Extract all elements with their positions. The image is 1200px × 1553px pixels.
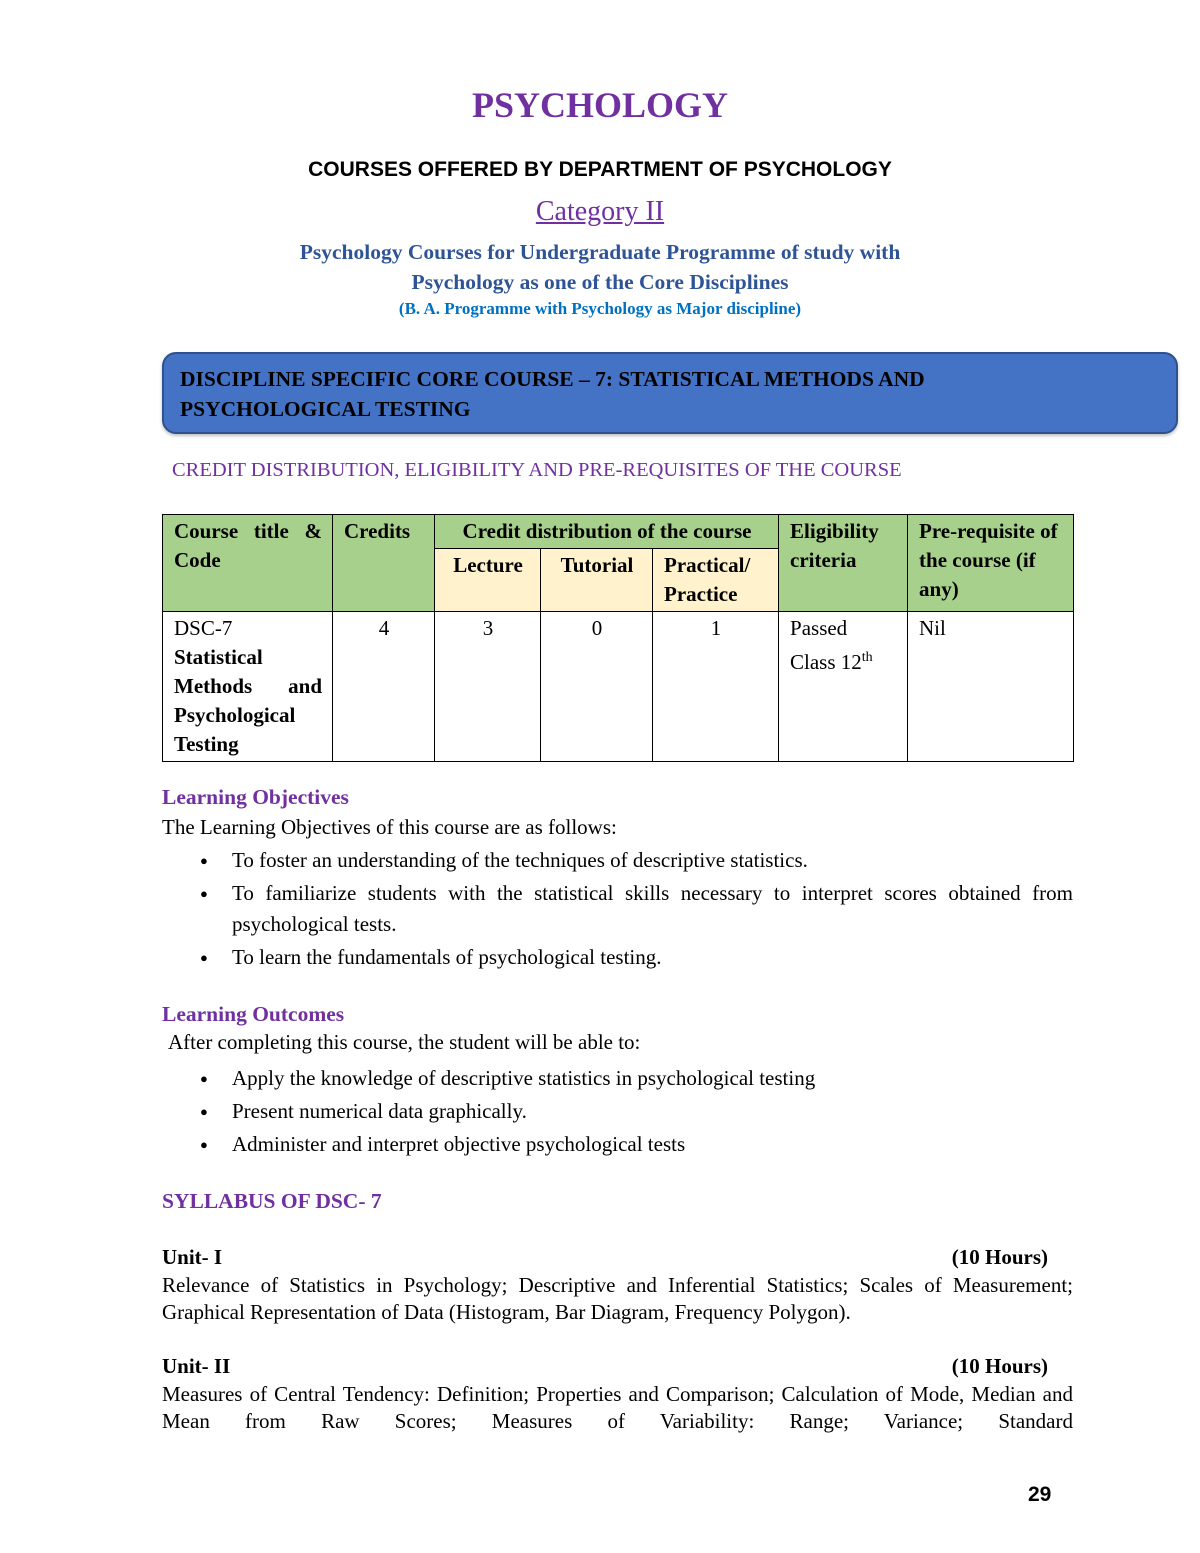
unit-2-header	[162, 1354, 1048, 1379]
course-code: DSC-7	[174, 616, 233, 640]
banner-line-1: DISCIPLINE SPECIFIC CORE COURSE – 7: STATISTICAL METHODS AND	[180, 367, 925, 391]
header-practical: Practical/ Practice	[653, 549, 779, 612]
credit-table	[162, 514, 1074, 762]
table-header-row	[163, 515, 1074, 549]
unit-1-hours: (10 Hours)	[951, 1245, 1048, 1269]
list-item: ● To learn the fundamentals of psychological testing.	[162, 942, 1073, 973]
header-course-title: Course title & Code	[163, 515, 333, 612]
list-item: ● Administer and interpret objective psychological tests	[162, 1129, 1073, 1160]
header-lecture: Lecture	[435, 549, 541, 612]
learning-objectives-intro: The Learning Objectives of this course are as follows:	[162, 815, 617, 839]
learning-objectives-heading: Learning Objectives	[162, 785, 349, 809]
cell-course-title	[163, 612, 333, 762]
unit-2-description: Measures of Central Tendency: Definition; Properties and Comparison; Calculation of Mode, Median and Mean from Raw Scores; Measures of Variability: Range; Variance; Standard	[162, 1382, 1073, 1433]
unit-1-description: Relevance of Statistics in Psychology; Descriptive and Inferential Statistics; Scales of Measurement; Graphical Representation of Data (Histogram, Bar Diagram, Frequency Polygon).	[162, 1273, 1073, 1324]
banner-line-2: PSYCHOLOGICAL TESTING	[180, 397, 471, 421]
cell-practical: 1	[653, 612, 779, 762]
list-item: ● Present numerical data graphically.	[162, 1096, 1073, 1127]
unit-2-hours: (10 Hours)	[951, 1354, 1048, 1378]
course-title-line-3: Psychological	[174, 703, 296, 727]
cell-credits: 4	[333, 612, 435, 762]
page-number: 29	[1028, 1483, 1052, 1506]
page-title: PSYCHOLOGY	[471, 85, 729, 125]
cell-prerequisite: Nil	[908, 612, 1074, 762]
unit-1-name: Unit- I	[162, 1245, 223, 1269]
header-prerequisite: Pre-requisite of the course (if any)	[908, 515, 1074, 612]
list-item: ● To foster an understanding of the techniques of descriptive statistics.	[162, 845, 1073, 876]
credit-distribution-heading: CREDIT DISTRIBUTION, ELIGIBILITY AND PRE-REQUISITES OF THE COURSE	[172, 459, 902, 481]
syllabus-heading: SYLLABUS OF DSC- 7	[162, 1189, 382, 1213]
list-item: ● To familiarize students with the statistical skills necessary to interpret scores obtained from psychological tests.	[162, 878, 1073, 940]
header-credit-distribution: Credit distribution of the course	[435, 515, 779, 549]
subtitle-line-1: Psychology Courses for Undergraduate Programme of study with	[299, 240, 901, 264]
header-eligibility: Eligibility criteria	[779, 515, 908, 612]
learning-objectives-list	[162, 845, 1073, 975]
header-tutorial: Tutorial	[541, 549, 653, 612]
unit-1-header	[162, 1245, 1048, 1270]
eligibility-text: Passed Class 12	[790, 616, 862, 674]
course-title-line-4: Testing	[174, 732, 239, 756]
learning-outcomes-list	[162, 1063, 1073, 1162]
cell-lecture: 3	[435, 612, 541, 762]
unit-2-name: Unit- II	[162, 1354, 231, 1378]
table-row	[163, 612, 1074, 762]
course-banner-text	[180, 364, 1140, 424]
header-credits: Credits	[333, 515, 435, 612]
list-item: ● Apply the knowledge of descriptive statistics in psychological testing	[162, 1063, 1073, 1094]
cell-eligibility	[779, 612, 908, 762]
course-title-line-2: Methods and	[174, 674, 322, 698]
category-heading: Category II	[535, 196, 665, 227]
learning-outcomes-heading: Learning Outcomes	[162, 1002, 345, 1026]
cell-tutorial: 0	[541, 612, 653, 762]
subtitle-line-3: (B. A. Programme with Psychology as Major discipline)	[398, 299, 802, 318]
learning-outcomes-intro: After completing this course, the student will be able to:	[168, 1030, 641, 1054]
department-heading: COURSES OFFERED BY DEPARTMENT OF PSYCHOLOGY	[308, 158, 892, 181]
course-title-line-1: Statistical	[174, 645, 263, 669]
eligibility-superscript: th	[861, 650, 873, 665]
subtitle-line-2: Psychology as one of the Core Disciplines	[411, 270, 789, 294]
